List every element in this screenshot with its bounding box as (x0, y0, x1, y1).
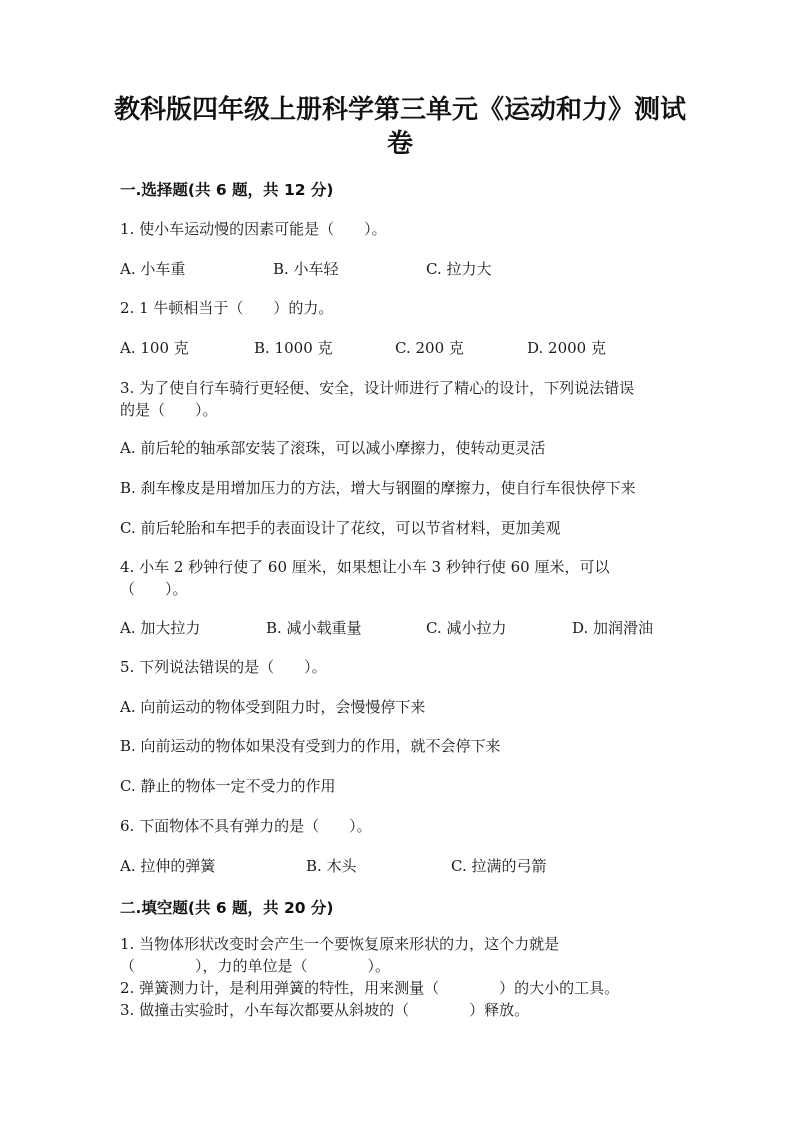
question-4-stem-line1: 4. 小车 2 秒钟行使了 60 厘米，如果想让小车 3 秒钟行使 60 厘米，可以 (120, 558, 610, 576)
question-3-option-b: B. 刹车橡皮是用增加压力的方法，增大与钢圈的摩擦力，使自行车很快停下来 (120, 479, 636, 497)
question-5-option-c: C. 静止的物体一定不受力的作用 (120, 777, 336, 795)
question-4-option-b: B. 减小载重量 (266, 619, 362, 637)
question-1-option-b: B. 小车轻 (273, 260, 339, 278)
question-5-option-a: A. 向前运动的物体受到阻力时，会慢慢停下来 (120, 698, 426, 716)
question-4-option-d: D. 加润滑油 (572, 619, 654, 637)
question-4-option-a: A. 加大拉力 (120, 619, 201, 637)
question-2-option-a: A. 100 克 (120, 339, 189, 357)
question-5-stem: 5. 下列说法错误的是（ ）。 (120, 658, 327, 676)
question-6-option-b: B. 木头 (306, 857, 357, 875)
question-4-option-c: C. 减小拉力 (426, 619, 507, 637)
exam-title-line2: 卷 (386, 129, 413, 159)
question-2-option-d: D. 2000 克 (527, 339, 606, 357)
question-2-stem: 2. 1 牛顿相当于（ ）的力。 (120, 299, 334, 317)
question-6-option-a: A. 拉伸的弹簧 (120, 857, 216, 875)
fill-blank-1-line2: （ ），力的单位是（ ）。 (120, 957, 391, 975)
question-3-stem-line2: 的是（ ）。 (120, 401, 218, 419)
question-5-option-b: B. 向前运动的物体如果没有受到力的作用，就不会停下来 (120, 737, 501, 755)
question-1-option-c: C. 拉力大 (426, 260, 492, 278)
question-2-option-c: C. 200 克 (395, 339, 464, 357)
fill-blank-2: 2. 弹簧测力计，是利用弹簧的特性，用来测量（ ）的大小的工具。 (120, 979, 620, 997)
question-6-option-c: C. 拉满的弓箭 (451, 857, 547, 875)
question-3-stem-line1: 3. 为了使自行车骑行更轻便、安全，设计师进行了精心的设计，下列说法错误 (120, 379, 635, 397)
question-4-stem-line2: （ ）。 (120, 580, 188, 598)
question-6-stem: 6. 下面物体不具有弹力的是（ ）。 (120, 817, 372, 835)
fill-blank-1-line1: 1. 当物体形状改变时会产生一个要恢复原来形状的力，这个力就是 (120, 935, 560, 953)
question-2-option-b: B. 1000 克 (254, 339, 333, 357)
section-heading-fill-blank: 二.填空题(共 6 题，共 20 分) (120, 899, 334, 917)
question-3-option-a: A. 前后轮的轴承部安装了滚珠，可以减小摩擦力，使转动更灵活 (120, 439, 546, 457)
question-1-option-a: A. 小车重 (120, 260, 186, 278)
question-1-stem: 1. 使小车运动慢的因素可能是（ ）。 (120, 220, 387, 238)
exam-title-line1: 教科版四年级上册科学第三单元《运动和力》测试 (113, 95, 686, 125)
section-heading-choice: 一.选择题(共 6 题，共 12 分) (120, 181, 334, 199)
question-3-option-c: C. 前后轮胎和车把手的表面设计了花纹，可以节省材料，更加美观 (120, 519, 561, 537)
fill-blank-3: 3. 做撞击实验时，小车每次都要从斜坡的（ ）释放。 (120, 1001, 530, 1019)
